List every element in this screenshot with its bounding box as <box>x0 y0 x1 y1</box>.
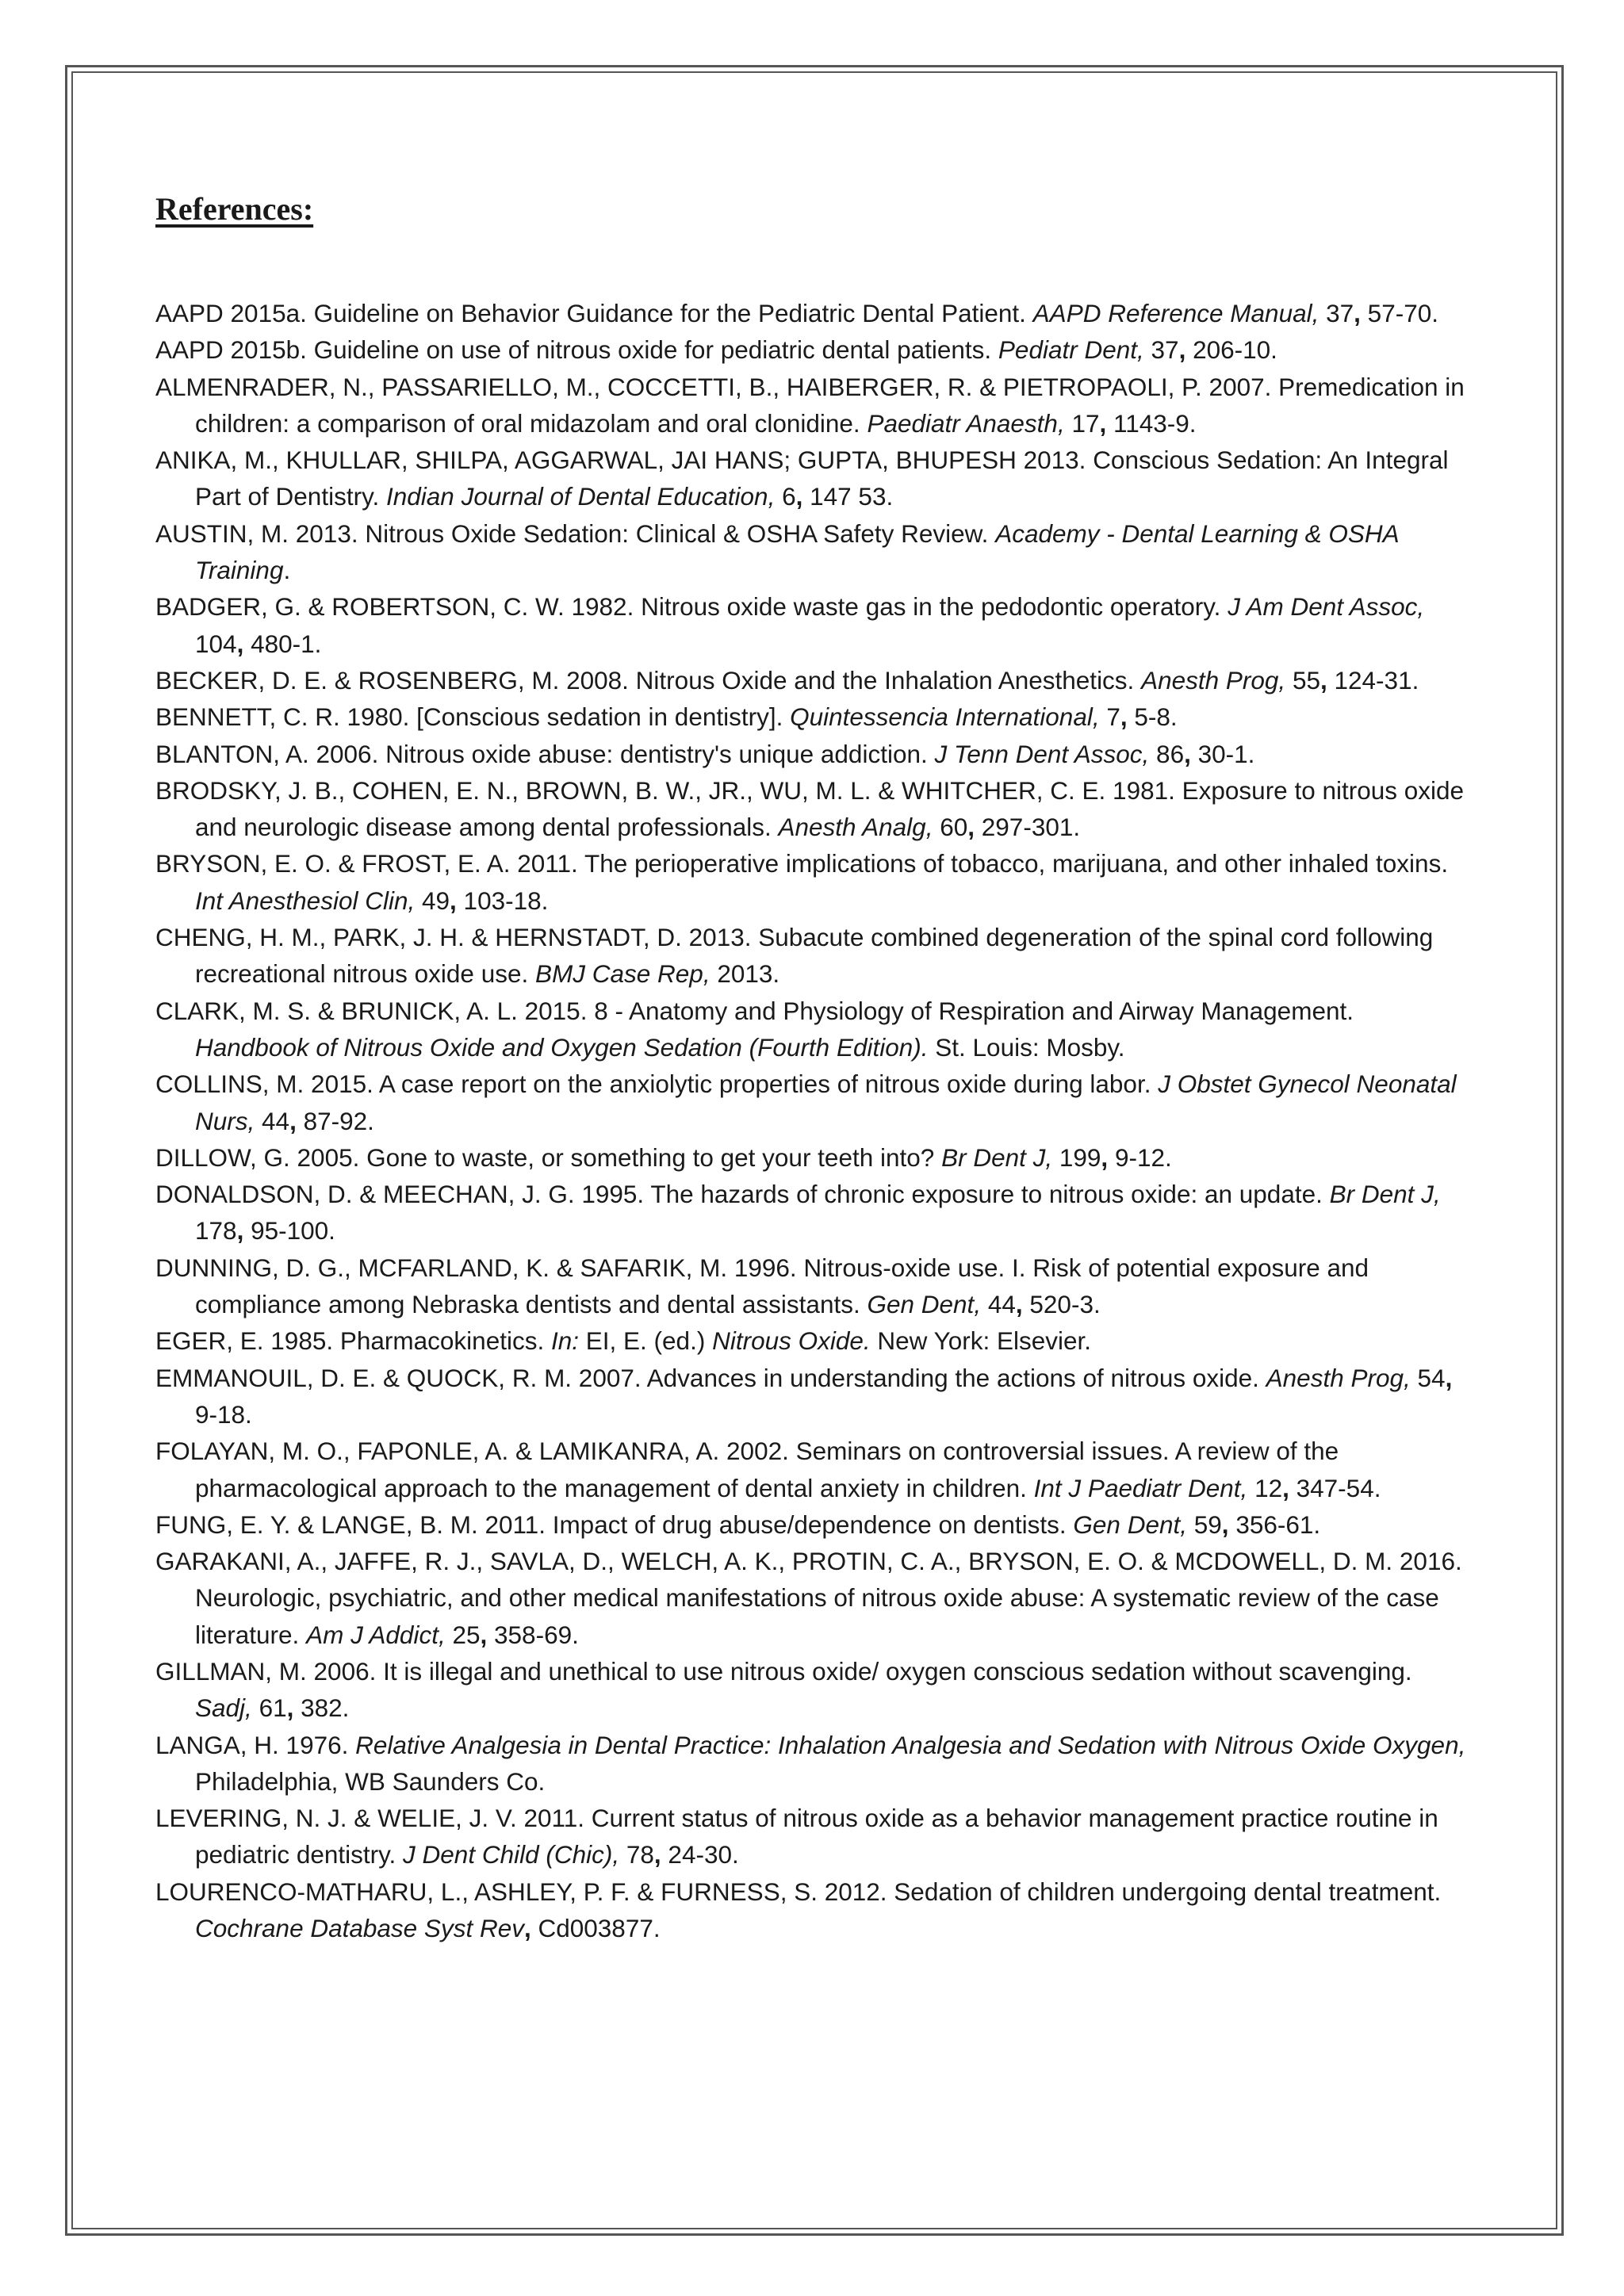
reference-journal: Br Dent J, <box>941 1142 1053 1172</box>
reference-separator: , <box>795 482 803 511</box>
reference-volume: 44 <box>981 1290 1016 1319</box>
references-heading: References: <box>155 191 314 227</box>
reference-volume: 199 <box>1052 1142 1101 1172</box>
reference-journal: Handbook of Nitrous Oxide and Oxygen Sedation (Fourth Edition). <box>195 1032 929 1062</box>
reference-separator: , <box>450 886 457 915</box>
reference-separator: , <box>967 813 975 842</box>
reference-pages: 147 53. <box>802 482 894 511</box>
reference-pages: 480-1. <box>243 629 322 658</box>
reference-pages: 1143-9. <box>1106 408 1197 438</box>
reference-volume: 25 <box>445 1620 481 1649</box>
reference-journal: Int Anesthesiol Clin, <box>195 886 416 915</box>
reference-entry <box>155 1727 1472 1800</box>
reference-volume: 86 <box>1149 739 1185 768</box>
reference-volume: 104 <box>195 629 237 658</box>
reference-pages: Philadelphia, WB Saunders Co. <box>195 1766 546 1796</box>
reference-text: BENNETT, C. R. 1980. [Conscious sedation in dentistry]. <box>155 702 791 732</box>
reference-separator: , <box>480 1620 488 1649</box>
reference-pages: 5-8. <box>1127 702 1178 732</box>
reference-volume: 2013 <box>710 959 773 989</box>
reference-journal: Gen Dent, <box>1073 1510 1187 1539</box>
reference-entry <box>155 736 1472 772</box>
reference-journal: Br Dent J, <box>1329 1180 1441 1209</box>
reference-volume: 60 <box>933 813 968 842</box>
reference-text: GARAKANI, A., JAFFE, R. J., SAVLA, D., WELCH, A. K., PROTIN, C. A., BRYSON, E. O. & MCDOWELL, D. M. 2016. Neurologic, psychiatric, and other medical manifestations of nitrous oxide abuse: A systematic review of the case literature. <box>155 1547 1462 1649</box>
reference-text: LANGA, H. 1976. <box>155 1730 356 1759</box>
reference-separator: , <box>236 1216 244 1246</box>
reference-entry <box>155 1139 1472 1176</box>
reference-journal: Sadj, <box>195 1693 252 1723</box>
reference-journal: J Tenn Dent Assoc, <box>934 739 1150 768</box>
reference-journal: Int J Paediatr Dent, <box>1033 1473 1248 1502</box>
reference-volume: 78 <box>619 1840 654 1869</box>
reference-volume: 37 <box>1319 299 1354 327</box>
reference-pages: 9-12. <box>1108 1142 1172 1172</box>
reference-journal: In: <box>550 1326 580 1356</box>
reference-text: BECKER, D. E. & ROSENBERG, M. 2008. Nitrous Oxide and the Inhalation Anesthetics. <box>155 665 1142 695</box>
reference-text: FOLAYAN, M. O., FAPONLE, A. & LAMIKANRA, A. 2002. Seminars on controversial issues. A review of the pharmacological approach to the management of dental anxiety in children. <box>155 1437 1339 1502</box>
reference-journal: Pediatr Dent, <box>998 335 1144 365</box>
reference-entry <box>155 442 1472 515</box>
reference-entry <box>155 772 1472 846</box>
reference-text: AAPD 2015b. Guideline on use of nitrous oxide for pediatric dental patients. <box>155 335 998 365</box>
reference-separator: , <box>1354 299 1361 327</box>
reference-volume: 37 <box>1143 335 1179 365</box>
reference-text: DILLOW, G. 2005. Gone to waste, or something to get your teeth into? <box>155 1142 942 1172</box>
reference-entry <box>155 1322 1472 1359</box>
reference-separator: , <box>236 629 244 658</box>
reference-text: LOURENCO-MATHARU, L., ASHLEY, P. F. & FURNESS, S. 2012. Sedation of children undergoing dental treatment. <box>155 1877 1442 1906</box>
reference-separator: , <box>289 1106 297 1135</box>
reference-text: BADGER, G. & ROBERTSON, C. W. 1982. Nitrous oxide waste gas in the pedodontic operatory. <box>155 592 1228 622</box>
reference-text: BRYSON, E. O. & FROST, E. A. 2011. The perioperative implications of tobacco, marijuana, and other inhaled toxins. <box>155 849 1449 878</box>
reference-separator: , <box>1099 408 1107 438</box>
reference-journal: Anesth Prog, <box>1141 665 1286 695</box>
reference-entry <box>155 1176 1472 1249</box>
reference-separator: , <box>523 1914 531 1943</box>
reference-pages: 358-69. <box>487 1620 579 1649</box>
reference-entry <box>155 331 1472 368</box>
reference-separator: , <box>1320 665 1327 695</box>
reference-text: EGER, E. 1985. Pharmacokinetics. <box>155 1326 551 1356</box>
reference-entry <box>155 1066 1472 1139</box>
reference-entry <box>155 1873 1472 1947</box>
reference-text: CHENG, H. M., PARK, J. H. & HERNSTADT, D. 2013. Subacute combined degeneration of the spinal cord following recreational nitrous oxide use. <box>155 923 1434 989</box>
reference-journal: Indian Journal of Dental Education, <box>386 482 776 511</box>
reference-pages: 347-54. <box>1289 1473 1381 1502</box>
reference-entry <box>155 845 1472 919</box>
reference-journal: Am J Addict, <box>306 1620 446 1649</box>
document-body <box>155 190 1472 1946</box>
reference-journal: Gen Dent, <box>867 1290 982 1319</box>
reference-pages: 297-301. <box>975 813 1081 842</box>
reference-entry <box>155 1360 1472 1433</box>
reference-pages: St. Louis: Mosby. <box>928 1032 1125 1062</box>
reference-journal: Cochrane Database Syst Rev <box>195 1914 524 1943</box>
reference-volume: 44 <box>255 1106 290 1135</box>
reference-separator: , <box>1015 1290 1023 1319</box>
reference-text: LEVERING, N. J. & WELIE, J. V. 2011. Current status of nitrous oxide as a behavior management practice routine in pediatric dentistry. <box>155 1804 1438 1869</box>
reference-pages: 382. <box>293 1693 350 1723</box>
reference-text: CLARK, M. S. & BRUNICK, A. L. 2015. 8 - Anatomy and Physiology of Respiration and Airway Management. <box>155 996 1354 1025</box>
reference-volume: 59 <box>1187 1510 1222 1539</box>
reference-book-title: Nitrous Oxide. <box>712 1326 871 1356</box>
reference-pages: 520-3. <box>1022 1290 1101 1319</box>
reference-pages: 30-1. <box>1190 739 1255 768</box>
reference-pages: 57-70. <box>1360 299 1438 327</box>
reference-volume: 61 <box>251 1693 287 1723</box>
reference-pages: 95-100. <box>243 1216 335 1246</box>
reference-pages: EI, E. (ed.) <box>579 1326 713 1356</box>
reference-pages: 9-18. <box>195 1399 252 1429</box>
reference-journal: Relative Analgesia in Dental Practice: Inhalation Analgesia and Sedation with Nitrous Oxide Oxygen, <box>355 1730 1466 1759</box>
reference-entry <box>155 1433 1472 1506</box>
reference-journal: J Am Dent Assoc, <box>1228 592 1425 622</box>
reference-separator: , <box>653 1840 661 1869</box>
reference-separator: , <box>1282 1473 1289 1502</box>
reference-volume: 49 <box>415 886 450 915</box>
reference-entry <box>155 1506 1472 1543</box>
reference-entry <box>155 1543 1472 1653</box>
reference-text: AUSTIN, M. 2013. Nitrous Oxide Sedation: Clinical & OSHA Safety Review. <box>155 519 996 548</box>
reference-journal: J Dent Child (Chic), <box>403 1840 620 1869</box>
reference-text: AAPD 2015a. Guideline on Behavior Guidance for the Pediatric Dental Patient. <box>155 299 1033 327</box>
reference-journal: J Obstet Gynecol Neonatal Nurs, <box>195 1070 1457 1135</box>
reference-entry <box>155 1800 1472 1873</box>
reference-entry <box>155 295 1472 331</box>
reference-pages: . <box>772 959 780 989</box>
reference-journal: Paediatr Anaesth, <box>867 408 1065 438</box>
reference-journal: Anesth Analg, <box>778 813 933 842</box>
reference-text: GILLMAN, M. 2006. It is illegal and unethical to use nitrous oxide/ oxygen conscious sedation without scavenging. <box>155 1656 1412 1686</box>
reference-list <box>155 295 1472 1946</box>
reference-text: DONALDSON, D. & MEECHAN, J. G. 1995. The hazards of chronic exposure to nitrous oxide: an update. <box>155 1180 1330 1209</box>
reference-separator: , <box>1120 702 1128 732</box>
reference-entry <box>155 919 1472 993</box>
reference-separator: , <box>1221 1510 1229 1539</box>
reference-separator: , <box>1101 1142 1109 1172</box>
reference-separator: , <box>286 1693 294 1723</box>
reference-entry <box>155 993 1472 1066</box>
reference-text: ANIKA, M., KHULLAR, SHILPA, AGGARWAL, JAI HANS; GUPTA, BHUPESH 2013. Conscious Sedation: An Integral Part of Dentistry. <box>155 446 1449 511</box>
reference-pages: 356-61. <box>1228 1510 1321 1539</box>
reference-journal: AAPD Reference Manual, <box>1032 299 1320 327</box>
reference-volume: 55 <box>1285 665 1320 695</box>
reference-volume: 6 <box>775 482 796 511</box>
reference-volume: 12 <box>1247 1473 1283 1502</box>
reference-pages: 206-10. <box>1185 335 1277 365</box>
reference-volume: 17 <box>1064 408 1100 438</box>
reference-journal: BMJ Case Rep, <box>535 959 710 989</box>
reference-text: BLANTON, A. 2006. Nitrous oxide abuse: dentistry's unique addiction. <box>155 739 935 768</box>
reference-text: EMMANOUIL, D. E. & QUOCK, R. M. 2007. Advances in understanding the actions of nitrous oxide. <box>155 1363 1266 1392</box>
reference-text: FUNG, E. Y. & LANGE, B. M. 2011. Impact of drug abuse/dependence on dentists. <box>155 1510 1074 1539</box>
reference-volume: 178 <box>195 1216 237 1246</box>
reference-entry <box>155 662 1472 698</box>
reference-text: BRODSKY, J. B., COHEN, E. N., BROWN, B. W., JR., WU, M. L. & WHITCHER, C. E. 1981. Exposure to nitrous oxide and neurologic disease among dental professionals. <box>155 775 1465 842</box>
reference-text: DUNNING, D. G., MCFARLAND, K. & SAFARIK, M. 1996. Nitrous-oxide use. I. Risk of potential exposure and compliance among Nebraska dentists and dental assistants. <box>155 1253 1369 1319</box>
reference-pages: 103-18. <box>456 886 549 915</box>
reference-journal: Quintessencia International, <box>790 702 1100 732</box>
reference-journal: Anesth Prog, <box>1266 1363 1411 1392</box>
reference-pages: 24-30. <box>661 1840 739 1869</box>
reference-entry <box>155 1653 1472 1727</box>
reference-entry <box>155 369 1472 442</box>
reference-pages: 87-92. <box>296 1106 374 1135</box>
reference-entry <box>155 588 1472 662</box>
reference-separator: , <box>1445 1363 1453 1392</box>
reference-publisher: New York: Elsevier. <box>870 1326 1092 1356</box>
reference-entry <box>155 1249 1472 1323</box>
reference-entry <box>155 698 1472 735</box>
reference-text: COLLINS, M. 2015. A case report on the anxiolytic properties of nitrous oxide during labor. <box>155 1070 1159 1099</box>
reference-pages: 124-31. <box>1327 665 1419 695</box>
reference-volume: 7 <box>1099 702 1120 732</box>
reference-volume: 54 <box>1410 1363 1446 1392</box>
reference-journal: Academy - Dental Learning & OSHA Training <box>195 519 1399 585</box>
reference-text: ALMENRADER, N., PASSARIELLO, M., COCCETTI, B., HAIBERGER, R. & PIETROPAOLI, P. 2007. Premedication in children: a comparison of oral midazolam and oral clonidine. <box>155 372 1465 438</box>
reference-pages: Cd003877. <box>530 1914 661 1943</box>
reference-separator: , <box>1184 739 1191 768</box>
reference-pages: . <box>283 556 291 585</box>
reference-entry <box>155 515 1472 589</box>
reference-separator: , <box>1178 335 1186 365</box>
